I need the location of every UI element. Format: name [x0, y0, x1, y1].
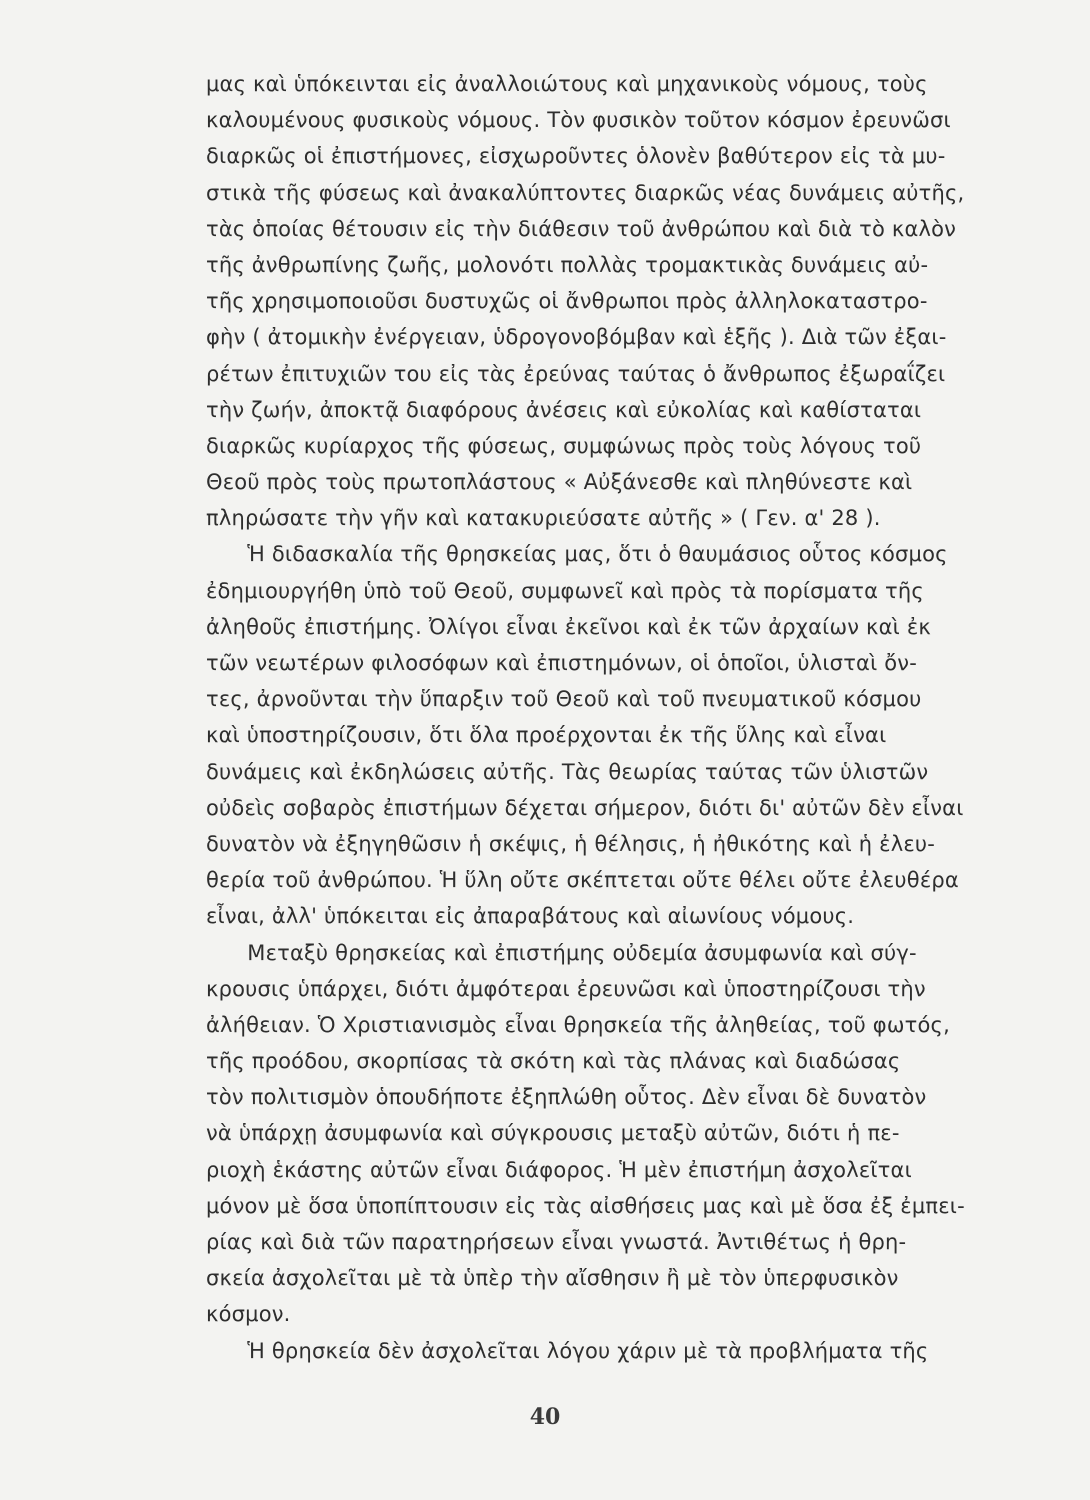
text-line: εἶναι, ἀλλ' ὑπόκειται εἰς ἀπαραβάτους καὶ αἰωνίους νόμους. — [206, 904, 855, 929]
text-line: ἀλήθειαν. Ὁ Χριστιανισμὸς εἶναι θρησκεία τῆς ἀληθείας, τοῦ φωτός, — [206, 1012, 950, 1037]
text-line: δυνάμεις καὶ ἐκδηλώσεις αὐτῆς. Τὰς θεωρίας ταύτας τῶν ὑλιστῶν — [206, 759, 929, 784]
text-line: θερία τοῦ ἀνθρώπου. Ἡ ὕλη οὔτε σκέπτεται οὔτε θέλει οὔτε ἐλευθέρα — [206, 868, 959, 893]
text-line: δυνατὸν νὰ ἐξηγηθῶσιν ἡ σκέψις, ἡ θέλησις, ἡ ἠθικότης καὶ ἡ ἐλευ- — [206, 831, 936, 856]
text-line: τῆς ἀνθρωπίνης ζωῆς, μολονότι πολλὰς τρομακτικὰς δυνάμεις αὐ- — [206, 252, 929, 277]
text-line: ρίας καὶ διὰ τῶν παρατηρήσεων εἶναι γνωστά. Ἀντιθέτως ἡ θρη- — [206, 1230, 907, 1254]
text-line: φὴν ( ἀτομικὴν ἐνέργειαν, ὑδρογονοβόμβαν καὶ ἑξῆς ). Διὰ τῶν ἐξαι- — [206, 325, 947, 350]
text-line: κόσμον. — [206, 1302, 291, 1327]
text-line: στικὰ τῆς φύσεως καὶ ἀνακαλύπτοντες διαρκῶς νέας δυνάμεις αὐτῆς, — [206, 180, 965, 205]
text-line: τῶν νεωτέρων φιλοσόφων καὶ ἐπιστημόνων, οἱ ὁποῖοι, ὑλισταὶ ὄν- — [206, 651, 918, 675]
text-line: τῆς χρησιμοποιοῦσι δυστυχῶς οἱ ἄνθρωποι πρὸς ἀλληλοκαταστρο- — [206, 289, 928, 314]
text-line: ἐδημιουργήθη ὑπὸ τοῦ Θεοῦ, συμφωνεῖ καὶ πρὸς τὰ πορίσματα τῆς — [206, 578, 924, 603]
text-line: κρουσις ὑπάρχει, διότι ἀμφότεραι ἐρευνῶσι καὶ ὑποστηρίζουσι τὴν — [206, 976, 926, 1001]
text-line: ρέτων ἐπιτυχιῶν του εἰς τὰς ἐρεύνας ταύτας ὁ ἄνθρωπος ἐξωραΐζει — [206, 361, 946, 386]
body-text — [206, 66, 1080, 1369]
text-line: νὰ ὑπάρχῃ ἀσυμφωνία καὶ σύγκρουσις μεταξὺ αὐτῶν, διότι ἡ πε- — [206, 1121, 900, 1146]
text-line: τὰς ὁποίας θέτουσιν εἰς τὴν διάθεσιν τοῦ ἀνθρώπου καὶ διὰ τὸ καλὸν — [206, 216, 957, 241]
text-line: καλουμένους φυσικοὺς νόμους. Τὸν φυσικὸν τοῦτον κόσμον ἐρευνῶσι — [206, 108, 951, 133]
text-line: Ἡ διδασκαλία τῆς θρησκείας μας, ὅτι ὁ θαυμάσιος οὗτος κόσμος — [206, 542, 948, 567]
page-number: 40 — [529, 1404, 561, 1430]
text-line: οὐδεὶς σοβαρὸς ἐπιστήμων δέχεται σήμερον, διότι δι' αὐτῶν δὲν εἶναι — [206, 795, 964, 820]
text-line: τὸν πολιτισμὸν ὁπουδήποτε ἐξηπλώθη οὗτος. Δὲν εἶναι δὲ δυνατὸν — [206, 1085, 927, 1110]
text-line: πληρώσατε τὴν γῆν καὶ κατακυριεύσατε αὐτῆς » ( Γεν. α' 28 ). — [206, 506, 881, 531]
text-line: Ἡ θρησκεία δὲν ἀσχολεῖται λόγου χάριν μὲ τὰ προβλήματα τῆς — [206, 1338, 929, 1363]
text-line: Θεοῦ πρὸς τοὺς πρωτοπλάστους « Αὐξάνεσθε καὶ πληθύνεστε καὶ — [206, 470, 913, 495]
text-line: τες, ἀρνοῦνται τὴν ὕπαρξιν τοῦ Θεοῦ καὶ τοῦ πνευματικοῦ κόσμου — [206, 687, 922, 712]
text-line: Μεταξὺ θρησκείας καὶ ἐπιστήμης οὐδεμία ἀσυμφωνία καὶ σύγ- — [206, 940, 917, 965]
text-line: καὶ ὑποστηρίζουσιν, ὅτι ὅλα προέρχονται ἐκ τῆς ὕλης καὶ εἶναι — [206, 723, 887, 748]
text-line: ἀληθοῦς ἐπιστήμης. Ὀλίγοι εἶναι ἐκεῖνοι καὶ ἐκ τῶν ἀρχαίων καὶ ἐκ — [206, 614, 931, 639]
text-line: ριοχὴ ἑκάστης αὐτῶν εἶναι διάφορος. Ἡ μὲν ἐπιστήμη ἀσχολεῖται — [206, 1157, 912, 1182]
text-line: τῆς προόδου, σκορπίσας τὰ σκότη καὶ τὰς πλάνας καὶ διαδώσας — [206, 1049, 901, 1074]
text-line: μόνον μὲ ὅσα ὑποπίπτουσιν εἰς τὰς αἰσθήσεις μας καὶ μὲ ὅσα ἐξ ἐμπει- — [206, 1193, 965, 1218]
text-line: διαρκῶς οἱ ἐπιστήμονες, εἰσχωροῦντες ὁλονὲν βαθύτερον εἰς τὰ μυ- — [206, 144, 946, 169]
text-line: διαρκῶς κυρίαρχος τῆς φύσεως, συμφώνως πρὸς τοὺς λόγους τοῦ — [206, 433, 922, 458]
text-line: τὴν ζωήν, ἀποκτᾷ διαφόρους ἀνέσεις καὶ εὐκολίας καὶ καθίσταται — [206, 397, 922, 422]
text-line: σκεία ἀσχολεῖται μὲ τὰ ὑπὲρ τὴν αἴσθησιν ἢ μὲ τὸν ὑπερφυσικὸν — [206, 1266, 899, 1291]
text-line: μας καὶ ὑπόκεινται εἰς ἀναλλοιώτους καὶ μηχανικοὺς νόμους, τοὺς — [206, 72, 928, 96]
